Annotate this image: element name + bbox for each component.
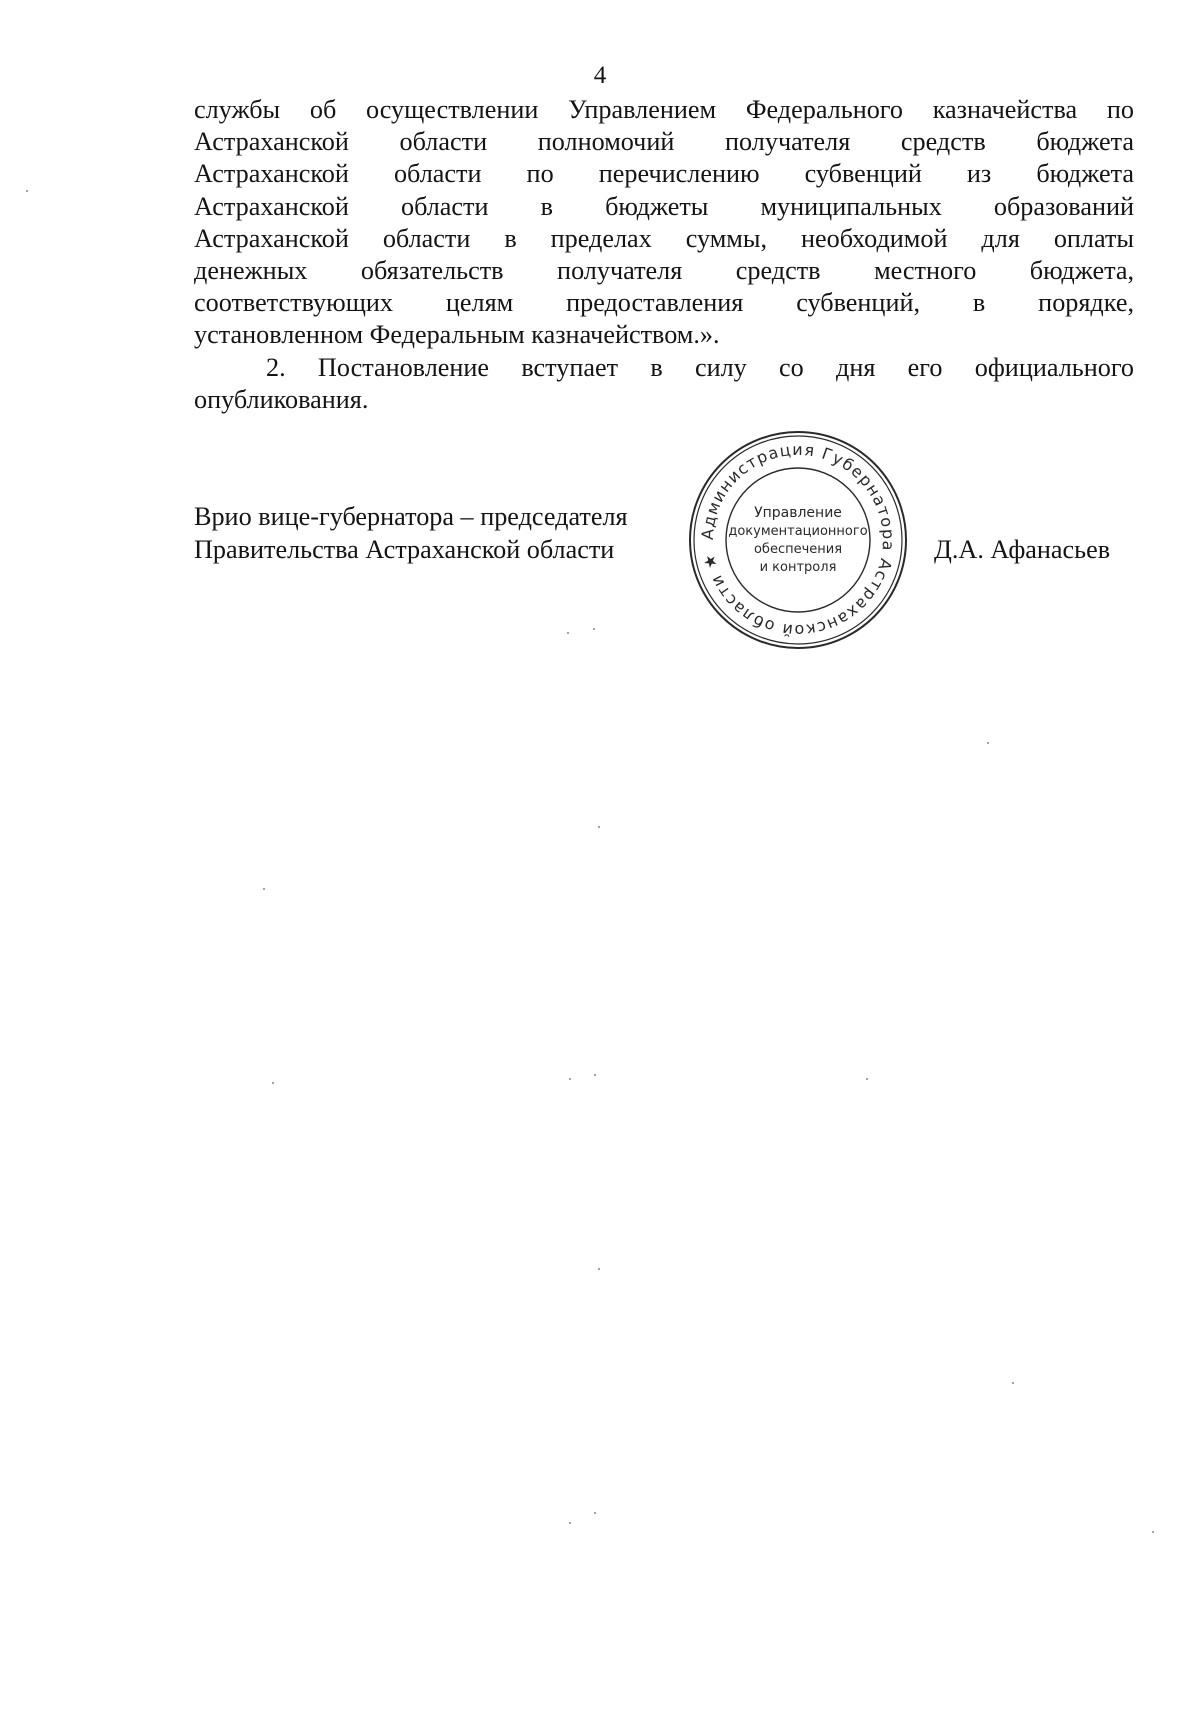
body-line: службы об осуществлении Управлением Федерального казначейства по xyxy=(194,95,1134,124)
scan-speck xyxy=(594,1074,596,1076)
signatory-position xyxy=(194,500,628,566)
signatory-name: Д.А. Афанасьев xyxy=(934,535,1111,564)
scan-speck xyxy=(594,1512,596,1514)
page-number: 4 xyxy=(593,62,607,89)
stamp-outer-ring-inner xyxy=(694,436,902,644)
scan-speck xyxy=(567,632,569,634)
stamp-inner-line: Управление xyxy=(754,505,842,521)
scan-speck xyxy=(263,888,265,890)
scan-speck xyxy=(26,190,28,192)
stamp-outer-text-path: Администрация Губернатора Астраханской области ★ xyxy=(697,439,899,641)
body-line: соответствующих целям предоставления субвенций, в порядке, xyxy=(194,288,1134,318)
official-stamp xyxy=(687,429,909,651)
scan-speck xyxy=(598,826,600,828)
body-line: Астраханской области полномочий получателя средств бюджета xyxy=(194,127,1134,157)
scan-speck xyxy=(1012,1382,1014,1384)
scan-speck xyxy=(272,1082,274,1084)
stamp-outer-text xyxy=(698,440,898,640)
scan-speck xyxy=(866,1078,868,1080)
scan-speck xyxy=(1152,1531,1154,1533)
body-line: 2. Постановление вступает в силу со дня его официального xyxy=(266,352,1134,382)
scan-speck xyxy=(598,1268,600,1270)
body-line: Астраханской области по перечислению субвенций из бюджета xyxy=(194,159,1134,189)
stamp-inner-line: обеспечения xyxy=(753,542,843,557)
stamp-outer-ring xyxy=(690,432,906,648)
body-line: Астраханской области в бюджеты муниципальных образований xyxy=(194,191,1134,221)
signatory-position-line: Правительства Астраханской области xyxy=(194,535,615,564)
stamp-inner-ring xyxy=(726,468,870,612)
signatory-position-line: Врио вице-губернатора – председателя xyxy=(194,502,628,531)
scan-speck xyxy=(593,628,595,630)
scan-speck xyxy=(987,742,989,744)
stamp-inner-line: документационного xyxy=(728,524,868,539)
body-line: Астраханской области в пределах суммы, необходимой для оплаты xyxy=(194,223,1134,253)
stamp-inner-line: и контроля xyxy=(759,560,837,575)
body-line: установленном Федеральным казначейством.». xyxy=(194,320,720,350)
scan-speck xyxy=(569,1078,571,1080)
body-text xyxy=(194,94,1134,416)
body-line: опубликования. xyxy=(194,384,369,414)
scan-speck xyxy=(569,1522,571,1524)
body-line: денежных обязательств получателя средств местного бюджета, xyxy=(194,256,1134,286)
